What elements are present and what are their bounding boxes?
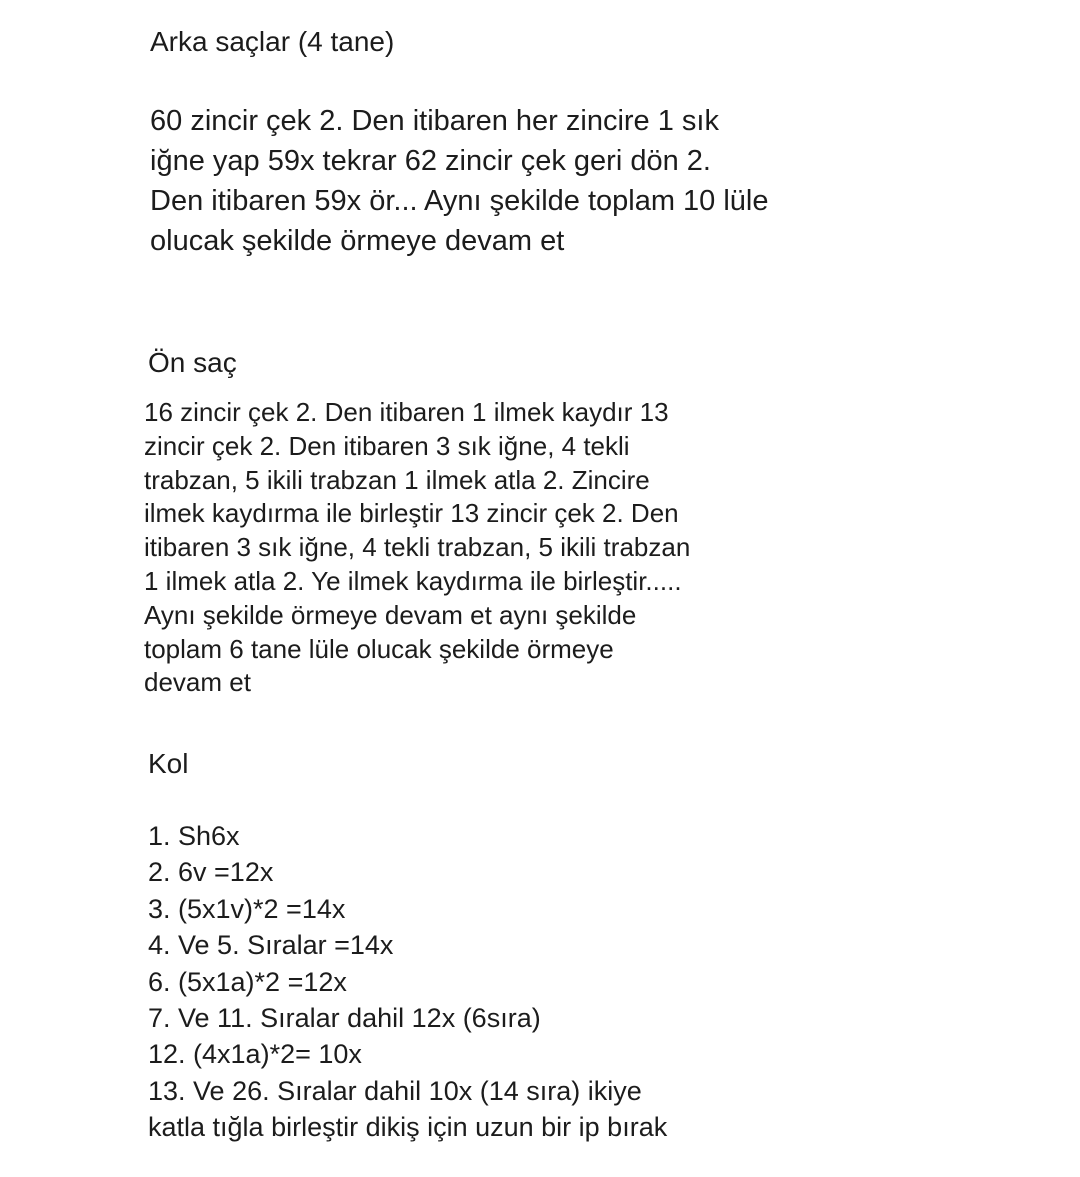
text-line: devam et <box>144 667 251 698</box>
section-body-on-sac <box>144 396 690 700</box>
row-step: 13. Ve 26. Sıralar dahil 10x (14 sıra) ikiye <box>148 1075 642 1106</box>
row-step: 1. Sh6x <box>148 821 240 851</box>
section-title-arka-saclar: Arka saçlar (4 tane) <box>150 26 395 57</box>
row-step: 7. Ve 11. Sıralar dahil 12x (6sıra) <box>148 1003 541 1034</box>
row-step: katla tığla birleştir dikiş için uzun bir ip bırak <box>148 1112 668 1143</box>
text-line: ilmek kaydırma ile birleştir 13 zincir çek 2. Den <box>144 498 679 529</box>
text-line: zincir çek 2. Den itibaren 3 sık iğne, 4 tekli <box>144 430 630 461</box>
row-step: 12. (4x1a)*2= 10x <box>148 1039 362 1070</box>
text-line: olucak şekilde örmeye devam et <box>150 225 565 257</box>
text-line: trabzan, 5 ikili trabzan 1 ilmek atla 2. Zincire <box>144 464 650 495</box>
text-line: itibaren 3 sık iğne, 4 tekli trabzan, 5 ikili trabzan <box>144 532 691 563</box>
text-line: iğne yap 59x tekrar 62 zincir çek geri dön 2. <box>150 145 711 177</box>
text-line: 1 ilmek atla 2. Ye ilmek kaydırma ile birleştir..... <box>144 565 682 596</box>
row-step: 4. Ve 5. Sıralar =14x <box>148 930 394 961</box>
section-title-kol: Kol <box>148 748 189 779</box>
row-step: 6. (5x1a)*2 =12x <box>148 966 347 997</box>
text-line: Aynı şekilde örmeye devam et aynı şekilde <box>144 599 637 630</box>
section-body-arka-saclar <box>150 101 769 261</box>
text-line: toplam 6 tane lüle olucak şekilde örmeye <box>144 633 614 664</box>
text-line: 16 zincir çek 2. Den itibaren 1 ilmek kaydır 13 <box>144 397 669 427</box>
text-line: Den itibaren 59x ör... Aynı şekilde toplam 10 lüle <box>150 185 769 217</box>
section-title-on-sac: Ön saç <box>148 347 237 378</box>
section-body-kol <box>148 818 667 1146</box>
row-step: 3. (5x1v)*2 =14x <box>148 893 346 924</box>
text-line: 60 zincir çek 2. Den itibaren her zincire 1 sık <box>150 105 719 137</box>
row-step: 2. 6v =12x <box>148 857 274 888</box>
